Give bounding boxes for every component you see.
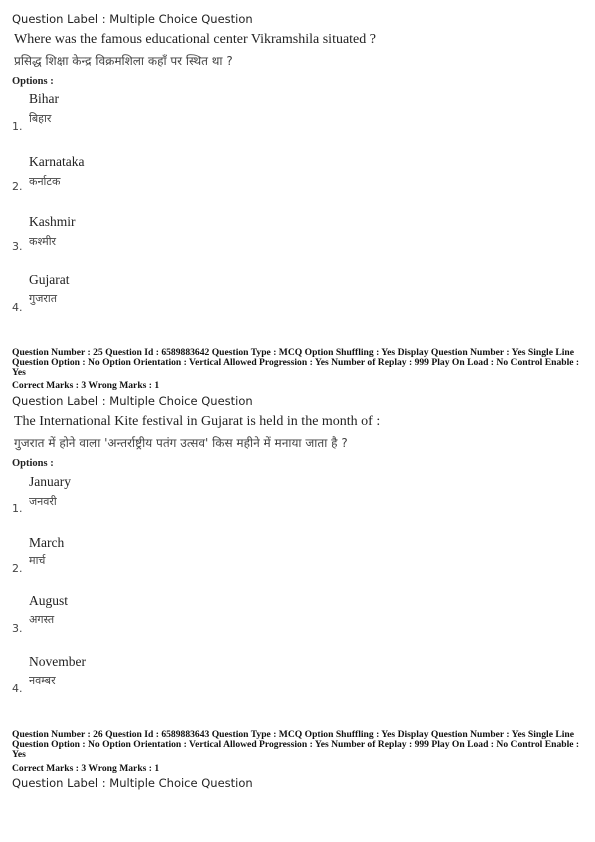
question-text-hindi: प्रसिद्ध शिक्षा केन्द्र विक्रमशिला कहाँ पर स्थित था ? <box>14 54 233 68</box>
options-heading: Options : <box>12 76 54 87</box>
option-3-english[interactable]: Kashmir <box>29 214 76 229</box>
question-meta: Question Number : 25 Question Id : 6589883642 Question Type : MCQ Option Shuffling : Yes Display Question Number : Yes Single Line Question Option : No Option Orientation : Vertical Allowed Progression : Yes Number of Replay : 999 Play On Load : No Control Enable : Yes <box>12 347 580 378</box>
question-text-english: The International Kite festival in Gujarat is held in the month of : <box>14 414 381 429</box>
option-2-hindi[interactable]: मार्च <box>29 554 46 567</box>
option-3-number: 3. <box>12 240 23 253</box>
option-1-hindi[interactable]: बिहार <box>29 112 52 125</box>
marks-info: Correct Marks : 3 Wrong Marks : 1 <box>12 763 160 774</box>
option-4-hindi[interactable]: गुजरात <box>29 292 57 305</box>
option-4-english[interactable]: Gujarat <box>29 272 70 287</box>
option-1-english[interactable]: Bihar <box>29 91 59 106</box>
option-2-number: 2. <box>12 562 23 575</box>
option-1-number: 1. <box>12 502 23 515</box>
question-label: Question Label : Multiple Choice Question <box>12 776 253 790</box>
option-2-number: 2. <box>12 180 23 193</box>
question-text-hindi: गुजरात में होने वाला 'अन्तर्राष्ट्रीय पतंग उत्सव' किस महीने में मनाया जाता है ? <box>14 436 348 450</box>
option-3-english[interactable]: August <box>29 593 69 608</box>
option-1-english[interactable]: January <box>29 474 71 489</box>
option-1-number: 1. <box>12 120 23 133</box>
option-4-english[interactable]: November <box>29 654 86 669</box>
option-2-hindi[interactable]: कर्नाटक <box>29 175 61 188</box>
option-3-hindi[interactable]: अगस्त <box>29 613 55 626</box>
option-2-english[interactable]: Karnataka <box>29 154 85 169</box>
options-heading: Options : <box>12 458 54 469</box>
option-2-english[interactable]: March <box>29 535 65 550</box>
option-3-number: 3. <box>12 622 23 635</box>
option-4-number: 4. <box>12 301 23 314</box>
question-meta: Question Number : 26 Question Id : 6589883643 Question Type : MCQ Option Shuffling : Yes Display Question Number : Yes Single Line Question Option : No Option Orientation : Vertical Allowed Progression : Yes Number of Replay : 999 Play On Load : No Control Enable : Yes <box>12 729 580 760</box>
question-text-english: Where was the famous educational center Vikramshila situated ? <box>14 32 376 47</box>
question-label: Question Label : Multiple Choice Question <box>12 12 253 26</box>
option-4-hindi[interactable]: नवम्बर <box>29 674 56 687</box>
option-3-hindi[interactable]: कश्मीर <box>29 235 57 248</box>
option-4-number: 4. <box>12 682 23 695</box>
marks-info: Correct Marks : 3 Wrong Marks : 1 <box>12 380 160 391</box>
question-label: Question Label : Multiple Choice Question <box>12 394 253 408</box>
option-1-hindi[interactable]: जनवरी <box>29 495 57 508</box>
